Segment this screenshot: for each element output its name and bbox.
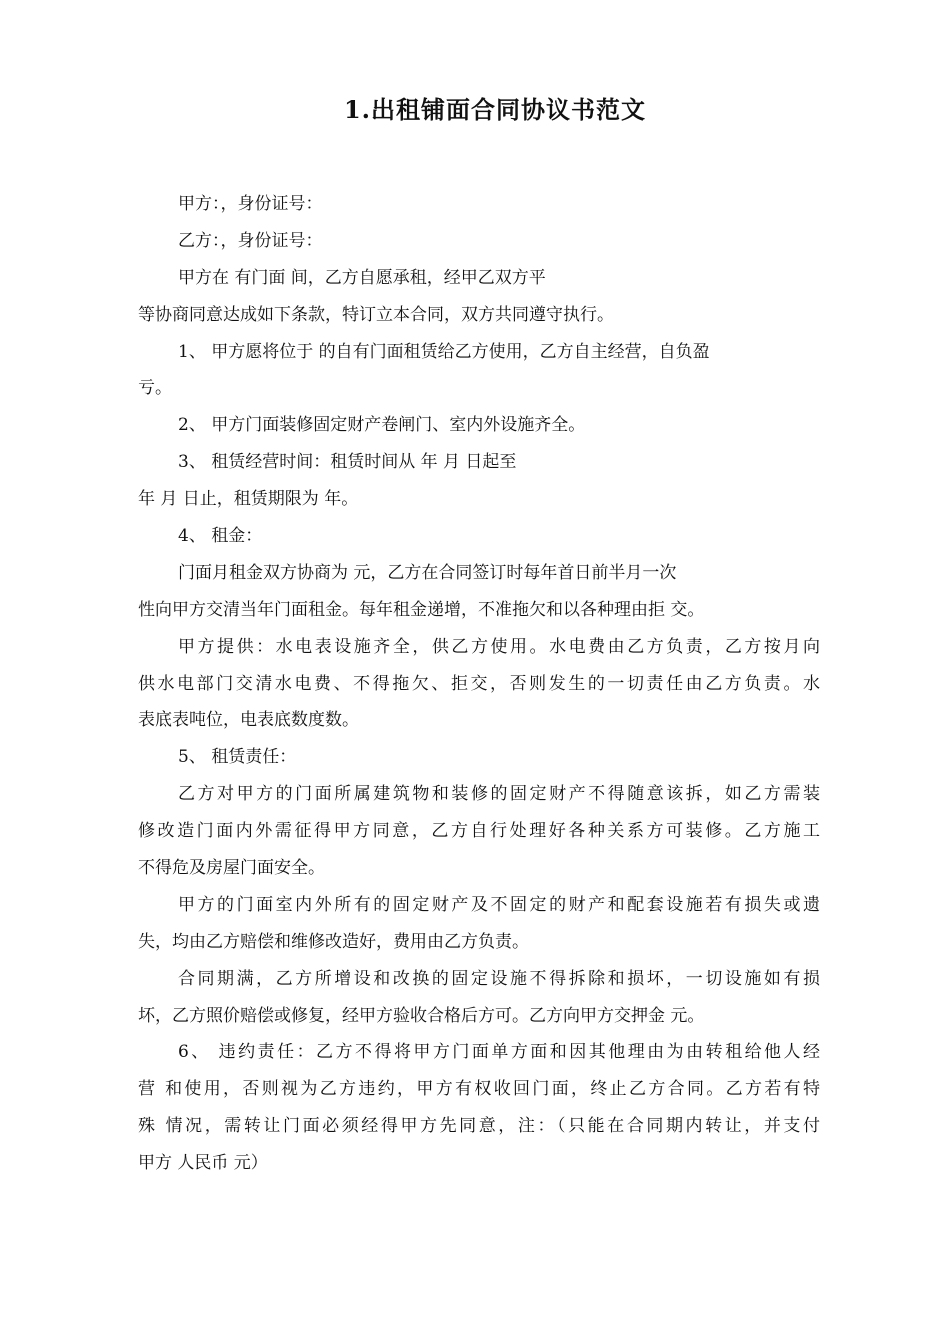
paragraph-line: 甲方提供：水电表设施齐全，供乙方使用。水电费由乙方负责，乙方按月向: [178, 636, 820, 657]
party-b-line: 乙方：，身份证号：: [178, 230, 323, 251]
paragraph-line: 等协商同意达成如下条款，特订立本合同，双方共同遵守执行。: [138, 304, 614, 325]
paragraph-line: 供水电部门交清水电费、不得拖欠、拒交，否则发生的一切责任由乙方负责。水: [138, 673, 820, 694]
clause-3-line: 年 月 日止，租赁期限为 年。: [138, 489, 359, 510]
party-a-line: 甲方：，身份证号：: [178, 194, 323, 214]
clause-6-line: 甲方 人民币 元）: [138, 1153, 268, 1174]
clause-5-heading: 5、 租赁责任：: [178, 747, 297, 768]
clause-2-line: 2、 甲方门面装修固定财产卷闸门、室内外设施齐全。: [178, 415, 586, 436]
paragraph-line: 合同期满，乙方所增设和改换的固定设施不得拆除和损坏，一切设施如有损: [178, 968, 820, 989]
paragraph-line: 甲方在 有门面 间，乙方自愿承租，经甲乙双方平: [178, 267, 546, 288]
clause-6-line: 殊 情况，需转让门面必须经得甲方先同意，注：（只能在合同期内转让，并支付: [138, 1116, 820, 1137]
document-body: [138, 186, 820, 1182]
clause-4-heading: 4、 租金：: [178, 526, 263, 547]
paragraph-line: 甲方的门面室内外所有的固定财产及不固定的财产和配套设施若有损失或遗: [178, 894, 820, 915]
paragraph-line: 不得危及房屋门面安全。: [138, 858, 325, 879]
paragraph-line: 坏，乙方照价赔偿或修复，经甲方验收合格后方可。乙方向甲方交押金 元。: [138, 1005, 705, 1026]
paragraph-line: 修改造门面内外需征得甲方同意，乙方自行处理好各种关系方可装修。乙方施工: [138, 821, 820, 842]
clause-1-line: 1、 甲方愿将位于 的自有门面租赁给乙方使用，乙方自主经营，自负盈: [178, 341, 710, 362]
paragraph-line: 失，均由乙方赔偿和维修改造好，费用由乙方负责。: [138, 931, 529, 952]
paragraph-line: 门面月租金双方协商为 元，乙方在合同签订时每年首日前半月一次: [178, 562, 677, 583]
clause-1-line: 亏。: [138, 378, 172, 399]
document-title: 1.出租铺面合同协议书范文: [343, 95, 647, 124]
clause-6-line: 营 和使用，否则视为乙方违约，甲方有权收回门面，终止乙方合同。乙方若有特: [138, 1079, 820, 1100]
paragraph-line: 乙方对甲方的门面所属建筑物和装修的固定财产不得随意该拆，如乙方需装: [178, 784, 820, 805]
clause-3-line: 3、 租赁经营时间：租赁时间从 年 月 日起至: [178, 452, 517, 473]
paragraph-line: 性向甲方交清当年门面租金。每年租金递增，不准拖欠和以各种理由拒 交。: [138, 599, 705, 620]
clause-6-line: 6、 违约责任：乙方不得将甲方门面单方面和因其他理由为由转租给他人经: [178, 1042, 820, 1063]
paragraph-line: 表底表吨位，电表底数度数。: [138, 710, 359, 731]
